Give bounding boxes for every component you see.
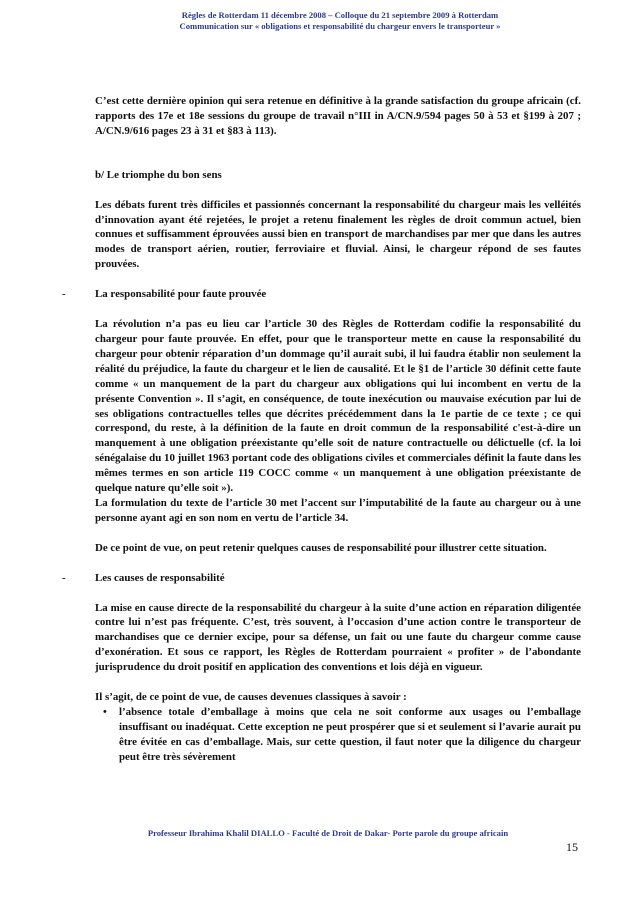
paragraph-debats: Les débats furent très difficiles et passionnés concernant la responsabilité du chargeur mais les velléités d’innovation ayant été rejetées, le projet a retenu finalement les règles de droit commun actuel, bien connues et suffisamment éprouvées aussi bien en transport de marchandises par mer que dans les autres modes de transport aérien, routier, ferroviaire et fluvial. Ainsi, le chargeur répond de ses fautes prouvées.: [95, 198, 581, 271]
page-number: 15: [566, 840, 578, 854]
page-footer: Professeur Ibrahima Khalil DIALLO - Faculté de Droit de Dakar- Porte parole du groupe africain: [147, 828, 509, 838]
section-title-faute-prouvee: La responsabilité pour faute prouvée: [95, 288, 267, 301]
paragraph-causes-classiques: Il s’agit, de ce point de vue, de causes devenues classiques à savoir :: [95, 691, 407, 704]
list-item-emballage: [103, 705, 581, 765]
page-header: [120, 10, 560, 32]
header-line-2: Communication sur « obligations et responsabilité du chargeur envers le transporteur »: [179, 21, 501, 31]
page-body: [62, 94, 581, 765]
header-line-1: Règles de Rotterdam 11 décembre 2008 – Colloque du 21 septembre 2009 à Rotterdam: [181, 10, 499, 20]
bullet-text-emballage: l’absence totale d’emballage à moins que cela ne soit conforme aux usages ou l’emballage insuffisant ou inadéquat. Cette exception ne peut prospérer que si et seulement si l’avarie aurait pu être évitée en cas d’emballage. Mais, sur cette question, il faut noter que la diligence du chargeur peut être très sévèrement: [119, 706, 581, 763]
section-faute-prouvee: [62, 287, 581, 302]
dash-marker: -: [62, 571, 66, 584]
section-causes: [62, 571, 581, 586]
paragraph-mise-en-cause: La mise en cause directe de la responsabilité du chargeur à la suite d’une action en réparation diligentée contre lui n’est pas fréquente. C’est, très souvent, à l’occasion d’une action contre le transporteur de marchandises que ce dernier excipe, pour sa défense, un fait ou une faute du chargeur comme cause d’exonération. Et sous ce rapport, les Règles de Rotterdam pourraient « profiter » de l’abondante jurisprudence du droit positif en application des conventions et lois déjà en vigueur.: [95, 601, 581, 674]
paragraph-formulation: La formulation du texte de l’article 30 met l’accent sur l’imputabilité de la faute au chargeur ou à une personne ayant agi en son nom en vertu de l’article 34.: [95, 496, 581, 524]
section-title-causes: Les causes de responsabilité: [95, 571, 225, 584]
paragraph-point-de-vue: De ce point de vue, on peut retenir quelques causes de responsabilité pour illustrer cette situation.: [95, 541, 547, 554]
paragraph-revolution: La révolution n’a pas eu lieu car l’article 30 des Règles de Rotterdam codifie la responsabilité du chargeur pour faute prouvée. En effet, pour que le transporteur mette en cause la responsabilité du chargeur pour obtenir réparation d’un dommage qu’il aurait subi, il lui faudra établir non seulement la réalité du préjudice, la faute du chargeur et le lien de causalité. Et le §1 de l’article 30 définit cette faute comme « un manquement de la part du chargeur aux obligations qui lui incombent en vertu de la présente Convention ». Il s’agit, en conséquence, de toute inexécution ou mauvaise exécution par lui de ses obligations contractuelles telles que décrites précédemment dans la 1e partie de ce texte ; ce qui correspond, du reste, à la définition de la faute en droit commun de la responsabilité c'est-à-dire un manquement à une obligation préexistante qu’elle soit de nature contractuelle ou délictuelle (cf. la loi sénégalaise du 10 juillet 1963 portant code des obligations civiles et commerciales définit la faute dans les mêmes termes en son article 119 COCC comme « un manquement à une obligation préexistante de quelque nature qu’elle soit »).: [95, 318, 581, 495]
section-heading-bon-sens: b/ Le triomphe du bon sens: [95, 168, 222, 181]
dash-marker: -: [62, 288, 66, 301]
bullet-icon: •: [103, 706, 107, 718]
paragraph-opinion: C’est cette dernière opinion qui sera retenue en définitive à la grande satisfaction du groupe africain (cf. rapports des 17e et 18e sessions du groupe de travail n°III in A/CN.9/594 pages 50 à 53 et §199 à 207 ; A/CN.9/616 pages 23 à 31 et §83 à 113).: [95, 95, 581, 137]
